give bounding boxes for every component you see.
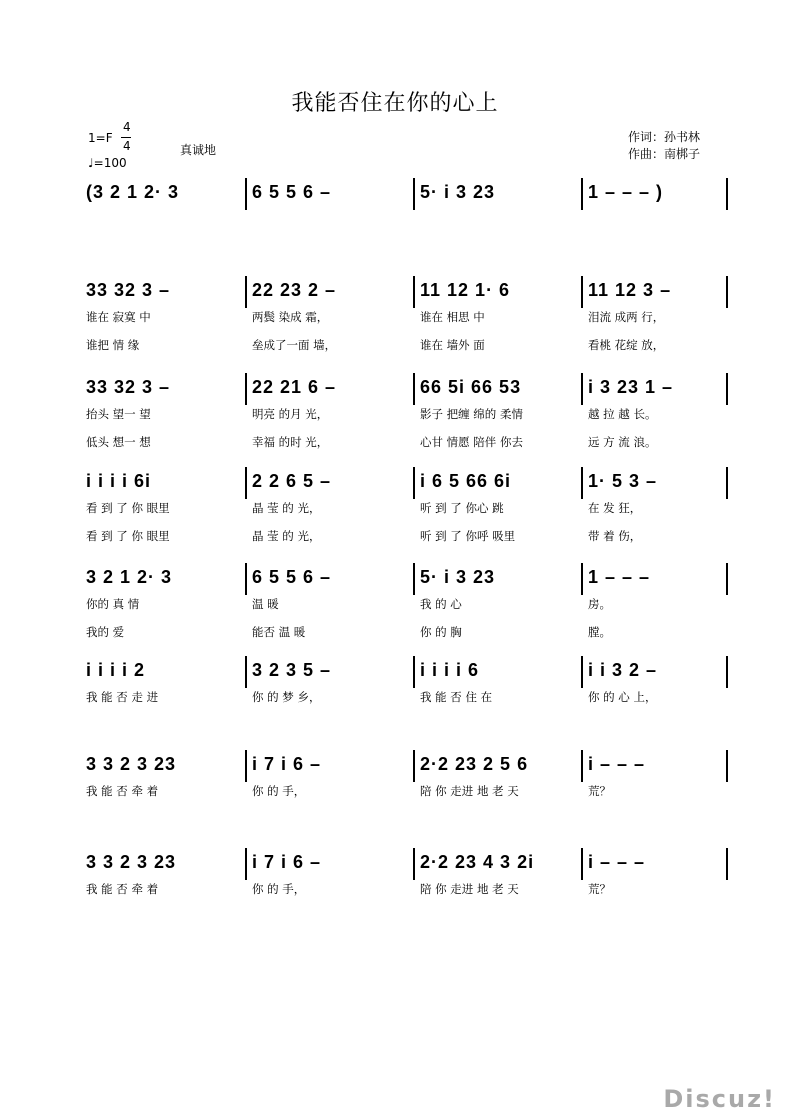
- watermark-logo: Discuz!: [663, 1085, 776, 1113]
- barline: [413, 276, 415, 308]
- measure-notes: 3 3 2 3 23: [86, 754, 177, 774]
- lyric-segment: 远 方 流 浪。: [588, 435, 657, 449]
- lyric-segment: 晶 莹 的 光，: [252, 529, 321, 543]
- barline: [581, 373, 583, 405]
- measure-notes: i – – –: [588, 754, 646, 774]
- measure-notes: 6 5 5 6 –: [252, 182, 332, 202]
- lyric-segment: 荒？: [588, 882, 611, 896]
- measure-notes: 11 12 3 –: [588, 280, 672, 300]
- measure-notes: i i 3 2 –: [588, 660, 658, 680]
- lyric-segment: 膛。: [588, 625, 611, 639]
- barline: [581, 178, 583, 210]
- measure-notes: 1 – – –: [588, 567, 651, 587]
- lyric-segment: 明亮 的月 光，: [252, 407, 329, 421]
- lyric-segment: 房。: [588, 597, 611, 611]
- barline: [726, 563, 728, 595]
- expression-marking: 真诚地: [180, 143, 217, 157]
- measure-notes: 3 2 3 5 –: [252, 660, 332, 680]
- measure-notes: 22 21 6 –: [252, 377, 337, 397]
- lyric-segment: 你 的 胸: [420, 625, 462, 639]
- lyric-segment: 你 的 手，: [252, 882, 306, 896]
- lyric-segment: 我 能 否 牵 着: [86, 882, 159, 896]
- measure-notes: 66 5i 66 53: [420, 377, 522, 397]
- lyric-segment: 能否 温 暖: [252, 625, 306, 639]
- barline: [726, 467, 728, 499]
- barline: [413, 848, 415, 880]
- barline: [245, 656, 247, 688]
- measure-notes: 33 32 3 –: [86, 280, 171, 300]
- lyric-segment: 看桃 花绽 放，: [588, 338, 665, 352]
- measure-notes: i 6 5 66 6i: [420, 471, 512, 491]
- lyric-segment: 我 能 否 走 进: [86, 690, 159, 704]
- measure-notes: 22 23 2 –: [252, 280, 337, 300]
- lyric-segment: 看 到 了 你 眼里: [86, 501, 170, 515]
- barline: [581, 750, 583, 782]
- lyric-segment: 我 能 否 牵 着: [86, 784, 159, 798]
- measure-notes: 2 2 6 5 –: [252, 471, 332, 491]
- time-signature-line: [121, 137, 131, 138]
- lyric-segment: 在 发 狂，: [588, 501, 642, 515]
- lyric-segment: 我 能 否 住 在: [420, 690, 493, 704]
- lyric-segment: 听 到 了 你心 跳: [420, 501, 504, 515]
- lyric-segment: 带 着 伤，: [588, 529, 642, 543]
- lyric-segment: 泪流 成两 行，: [588, 310, 665, 324]
- barline: [413, 178, 415, 210]
- barline: [245, 373, 247, 405]
- measure-notes: i 7 i 6 –: [252, 852, 322, 872]
- lyric-segment: 荒？: [588, 784, 611, 798]
- measure-notes: 1· 5 3 –: [588, 471, 658, 491]
- barline: [245, 467, 247, 499]
- measure-notes: 5· i 3 23: [420, 182, 496, 202]
- lyricist-credit: 作词：孙书林: [628, 130, 701, 144]
- barline: [726, 750, 728, 782]
- lyric-segment: 谁在 寂寞 中: [86, 310, 151, 324]
- time-signature-top: 4: [123, 120, 131, 134]
- barline: [413, 563, 415, 595]
- measure-notes: 3 3 2 3 23: [86, 852, 177, 872]
- measure-notes: i i i i 2: [86, 660, 146, 680]
- lyric-segment: 低头 想一 想: [86, 435, 151, 449]
- measure-notes: 5· i 3 23: [420, 567, 496, 587]
- lyric-segment: 垒成了一面 墙，: [252, 338, 337, 352]
- lyric-segment: 陪 你 走进 地 老 天: [420, 882, 519, 896]
- barline: [581, 656, 583, 688]
- barline: [581, 276, 583, 308]
- barline: [581, 563, 583, 595]
- lyric-segment: 两鬓 染成 霜，: [252, 310, 329, 324]
- measure-notes: i 3 23 1 –: [588, 377, 674, 397]
- barline: [413, 656, 415, 688]
- lyric-segment: 心甘 情愿 陪伴 你去: [420, 435, 523, 449]
- barline: [581, 848, 583, 880]
- lyric-segment: 你 的 手，: [252, 784, 306, 798]
- measure-notes: 33 32 3 –: [86, 377, 171, 397]
- measure-notes: i 7 i 6 –: [252, 754, 322, 774]
- barline: [726, 373, 728, 405]
- lyric-segment: 晶 莹 的 光，: [252, 501, 321, 515]
- tempo-marking: ♩=100: [88, 156, 127, 170]
- lyric-segment: 抬头 望一 望: [86, 407, 151, 421]
- measure-notes: (3 2 1 2· 3: [86, 182, 180, 202]
- barline: [245, 848, 247, 880]
- measure-notes: 2·2 23 4 3 2i: [420, 852, 535, 872]
- barline: [581, 467, 583, 499]
- lyric-segment: 看 到 了 你 眼里: [86, 529, 170, 543]
- lyric-segment: 听 到 了 你呼 吸里: [420, 529, 516, 543]
- lyric-segment: 幸福 的时 光，: [252, 435, 329, 449]
- barline: [413, 750, 415, 782]
- barline: [245, 563, 247, 595]
- measure-notes: i i i i 6: [420, 660, 480, 680]
- key-signature: 1=F: [88, 131, 113, 145]
- composer-credit: 作曲：南梆子: [628, 147, 701, 161]
- lyric-segment: 温 暖: [252, 597, 279, 611]
- lyric-segment: 影子 把缠 绵的 柔情: [420, 407, 523, 421]
- time-signature-bottom: 4: [123, 139, 131, 153]
- lyric-segment: 谁在 相思 中: [420, 310, 485, 324]
- measure-notes: 2·2 23 2 5 6: [420, 754, 529, 774]
- barline: [726, 276, 728, 308]
- barline: [726, 178, 728, 210]
- lyric-segment: 你 的 梦 乡，: [252, 690, 321, 704]
- song-title: 我能否住在你的心上: [291, 91, 499, 116]
- barline: [245, 750, 247, 782]
- lyric-segment: 你的 真 情: [86, 597, 140, 611]
- measure-notes: 3 2 1 2· 3: [86, 567, 173, 587]
- lyric-segment: 越 拉 越 长。: [588, 407, 657, 421]
- lyric-segment: 你 的 心 上，: [588, 690, 657, 704]
- measure-notes: i – – –: [588, 852, 646, 872]
- measure-notes: i i i i 6i: [86, 471, 152, 491]
- barline: [413, 467, 415, 499]
- barline: [413, 373, 415, 405]
- lyric-segment: 谁在 墙外 面: [420, 338, 485, 352]
- lyric-segment: 我的 爱: [86, 625, 125, 639]
- barline: [726, 848, 728, 880]
- lyric-segment: 我 的 心: [420, 597, 462, 611]
- lyric-segment: 陪 你 走进 地 老 天: [420, 784, 519, 798]
- measure-notes: 11 12 1· 6: [420, 280, 511, 300]
- barline: [245, 276, 247, 308]
- barline: [245, 178, 247, 210]
- measure-notes: 6 5 5 6 –: [252, 567, 332, 587]
- measure-notes: 1 – – – ): [588, 182, 664, 202]
- lyric-segment: 谁把 情 缘: [86, 338, 140, 352]
- barline: [726, 656, 728, 688]
